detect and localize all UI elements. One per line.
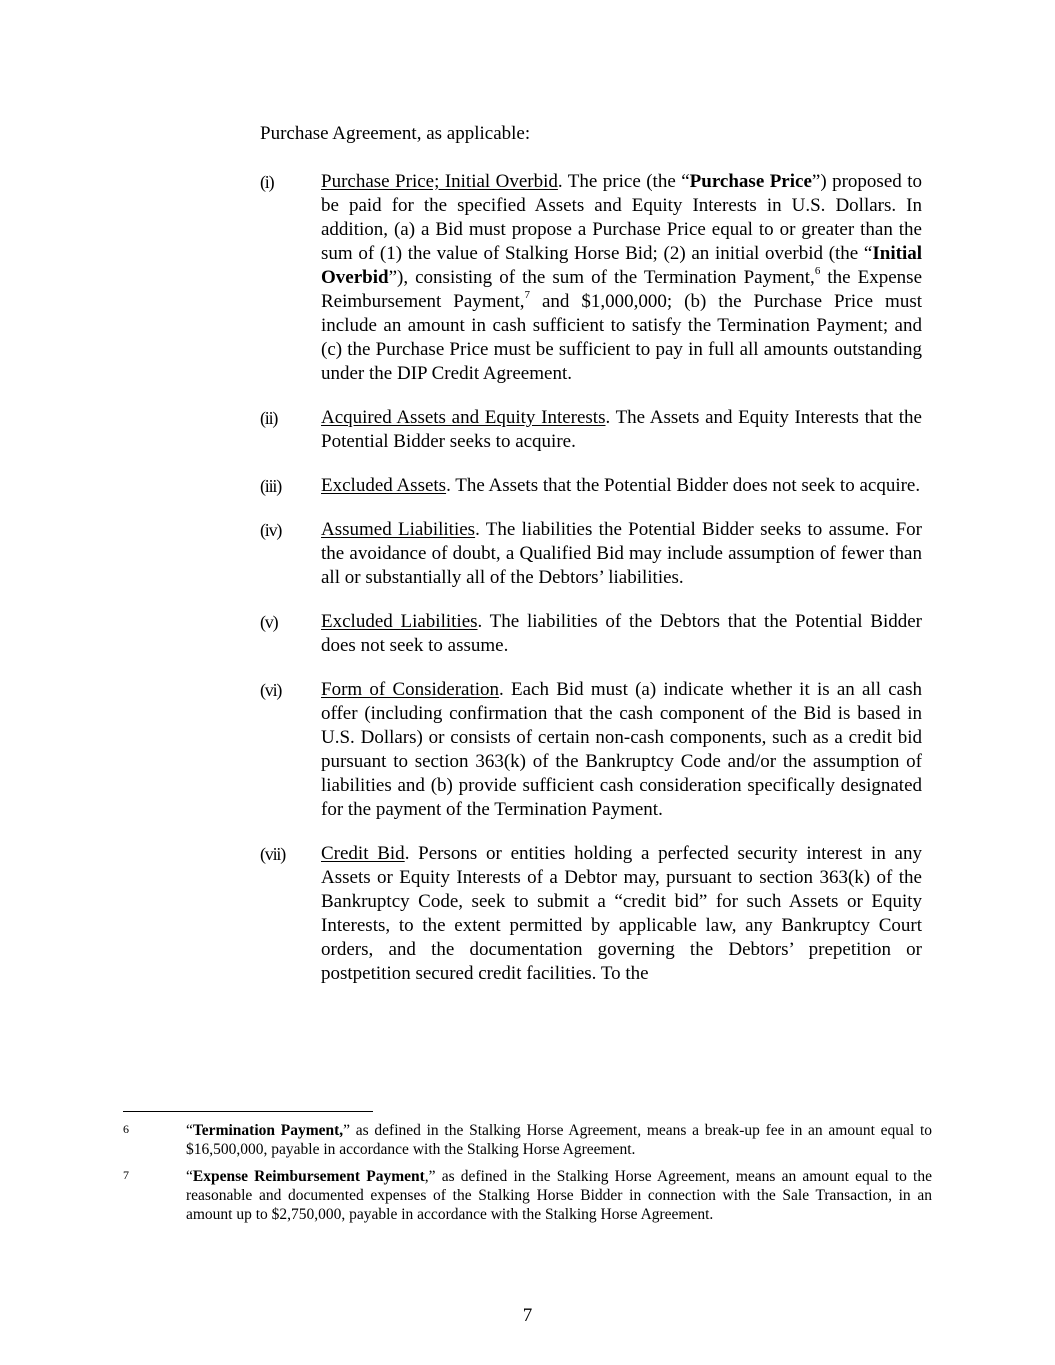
list-item-excluded-assets — [260, 474, 922, 498]
item-heading: Form of Consideration — [321, 679, 500, 700]
item-heading: Credit Bid — [321, 843, 405, 864]
footnote-ref-6[interactable]: 6 — [814, 264, 821, 277]
defined-term: Purchase Price — [689, 171, 812, 192]
requirements-list — [260, 170, 922, 1006]
footnote-number: 6 — [123, 1122, 129, 1136]
item-text: . The Assets that the Potential Bidder does not seek to acquire. — [446, 475, 921, 496]
item-body — [321, 518, 922, 590]
footnote-body: ” as defined in the Stalking Horse Agreement, means a break-up fee in an amount equal to $16,500,000, payable in accordance with the Stalking Horse Agreement. — [186, 1122, 932, 1158]
footnote-7 — [123, 1167, 932, 1224]
list-item-credit-bid — [260, 842, 922, 986]
item-text: the Expense Reimbursement Payment, — [321, 267, 922, 312]
item-heading: Acquired Assets and Equity Interests — [321, 407, 606, 428]
item-text: . The Assets and Equity Interests that the Potential Bidder seeks to acquire. — [321, 407, 922, 452]
list-item-form-of-consideration — [260, 678, 922, 822]
footnote-6 — [123, 1121, 932, 1159]
item-marker: (i) — [260, 172, 274, 192]
item-body — [321, 678, 922, 822]
item-marker: (v) — [260, 612, 278, 632]
footnote-separator — [123, 1111, 373, 1112]
item-text: . Persons or entities holding a perfected security interest in any Assets or Equity Interests of a Debtor may, pursuant to section 363(k) of the Bankruptcy Code, seek to submit a “credit bid” for such Assets or Equity Interests, to the extent permitted by applicable law, any Bankruptcy Court orders, and the documentation governing the Debtors’ prepetition or postpetition secured credit facilities. To the — [321, 843, 922, 984]
footnote-term: Termination Payment, — [192, 1122, 344, 1139]
item-heading: Excluded Liabilities — [321, 611, 478, 632]
footnote-quote: “ — [186, 1122, 193, 1139]
item-text: and $1,000,000; (b) the Purchase Price must include an amount in cash sufficient to satisfy the Termination Payment; and (c) the Purchase Price must be sufficient to pay in full all amounts outstanding under the DIP Credit Agreement. — [321, 291, 922, 384]
item-body — [321, 842, 922, 986]
footnote-number: 7 — [123, 1168, 129, 1182]
footnote-text — [186, 1167, 932, 1224]
item-text: . The liabilities of the Debtors that the Potential Bidder does not seek to assume. — [321, 611, 922, 656]
item-marker: (vii) — [260, 844, 285, 864]
item-heading: Assumed Liabilities — [321, 519, 476, 540]
item-text: ”), consisting of the sum of the Termination Payment, — [388, 267, 815, 288]
list-item-assumed-liabilities — [260, 518, 922, 590]
item-body — [321, 610, 922, 658]
item-text: ”) proposed to be paid for the specified Assets and Equity Interests in U.S. Dollars. In addition, (a) a Bid must propose a Purchase Price equal to or greater than the sum of (1) the value of Stalking Horse Bid; (2) an initial overbid (the “ — [321, 171, 922, 264]
item-body — [321, 170, 922, 386]
footnote-quote: “ — [186, 1168, 193, 1185]
list-item-purchase-price — [260, 170, 922, 386]
footnote-body: ,” as defined in the Stalking Horse Agreement, means an amount equal to the reasonable and documented expenses of the Stalking Horse Bidder in connection with the Sale Transaction, in an amount up to $2,750,000, payable in accordance with the Stalking Horse Agreement. — [186, 1168, 932, 1223]
item-text: . Each Bid must (a) indicate whether it is an all cash offer (including confirmation that the cash component of the Bid is based in U.S. Dollars) or consists of certain non-cash components, such as a credit bid pursuant to section 363(k) of the Bankruptcy Code and/or the assumption of liabilities and (b) provide sufficient cash consideration specifically designated for the payment of the Termination Payment. — [321, 679, 922, 820]
footnotes — [123, 1121, 932, 1232]
footnote-text — [186, 1121, 932, 1159]
item-marker: (vi) — [260, 680, 282, 700]
footnote-term: Expense Reimbursement Payment — [192, 1168, 425, 1185]
item-heading: Purchase Price; Initial Overbid — [321, 171, 558, 192]
item-heading: Excluded Assets — [321, 475, 447, 496]
item-marker: (ii) — [260, 408, 278, 428]
list-item-acquired-assets — [260, 406, 922, 454]
item-marker: (iv) — [260, 520, 282, 540]
defined-term: Initial Overbid — [321, 243, 922, 288]
intro-line: Purchase Agreement, as applicable: — [260, 123, 531, 144]
item-text: . The price (the “ — [557, 171, 690, 192]
item-body — [321, 474, 922, 498]
page-number: 7 — [522, 1305, 533, 1326]
footnote-ref-7[interactable]: 7 — [524, 288, 531, 301]
item-body — [321, 406, 922, 454]
list-item-excluded-liabilities — [260, 610, 922, 658]
item-marker: (iii) — [260, 476, 281, 496]
item-text: . The liabilities the Potential Bidder seeks to assume. For the avoidance of doubt, a Qualified Bid may include assumption of fewer than all or substantially all of the Debtors’ liabilities. — [321, 519, 923, 588]
